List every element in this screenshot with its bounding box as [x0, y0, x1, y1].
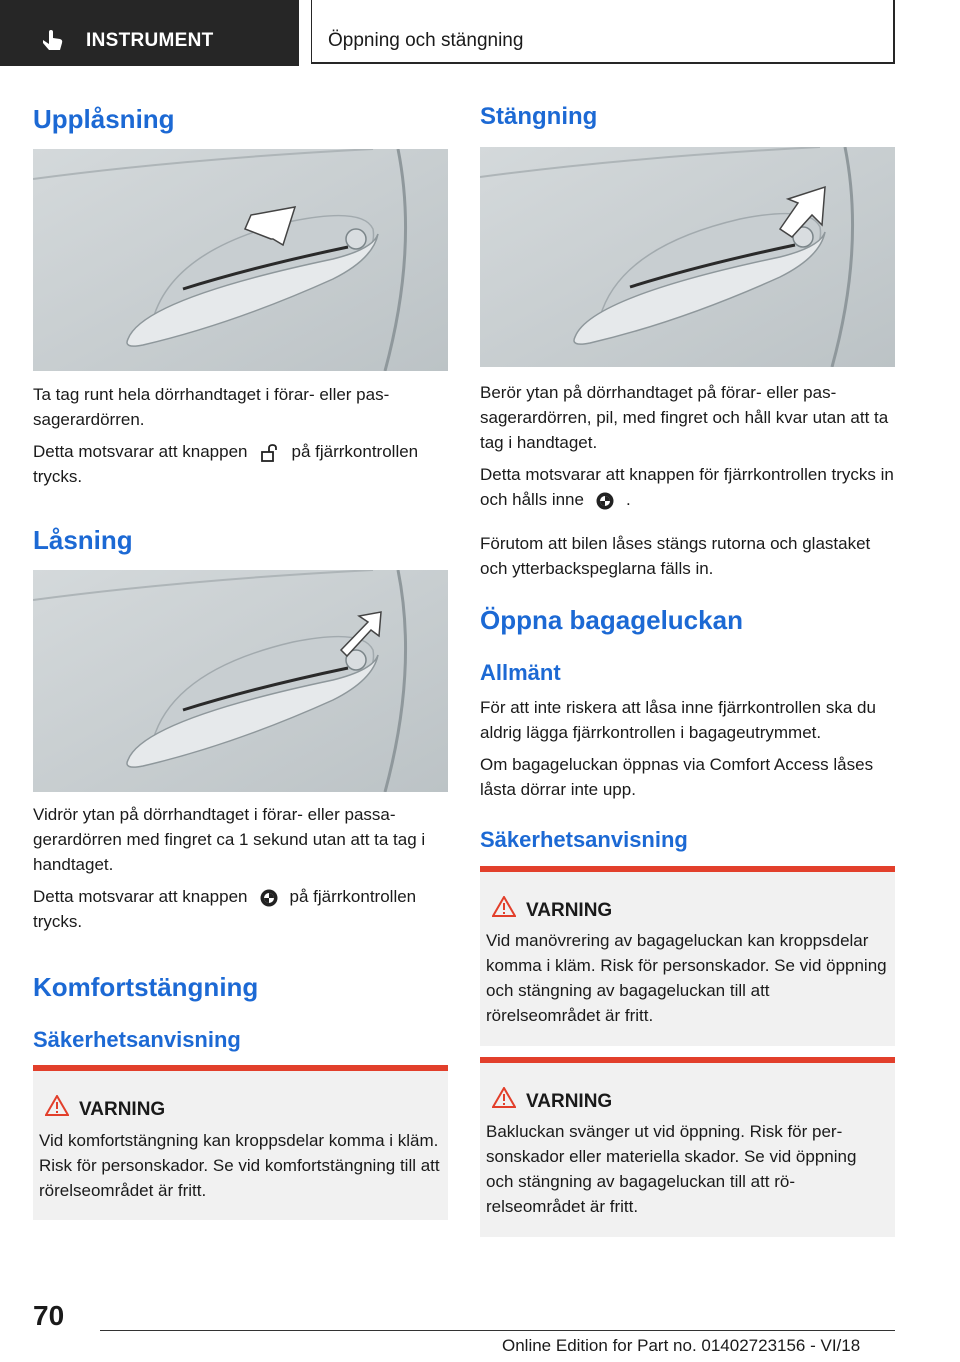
edition-footer: Online Edition for Part no. 01402723156 - VI/18 — [502, 1336, 861, 1355]
trunk-warning-2-text: Bakluckan svänger ut vid öppning. Risk för personskador eller materiella skador. Se vid öppning och stängning av bagageluckan till att rörelseområdet är fritt. — [486, 1122, 857, 1216]
footer-divider — [100, 1330, 895, 1331]
trunk-paragraph-2: Om bagageluckan öppnas via Comfort Access låses låsta dörrar inte upp. — [480, 755, 874, 799]
lock-paragraph-2 — [33, 884, 448, 934]
section-tab — [0, 0, 299, 66]
unlock-paragraph-2-end: på fjärrkontrollen trycks. — [33, 442, 419, 486]
door-handle-lock-image — [33, 570, 448, 792]
closing-paragraph-3: Förutom att bilen låses stängs rutorna och glastaket och ytterbackspeglarna fälls in. — [480, 534, 871, 578]
trunk-warning-box-2 — [480, 1057, 895, 1237]
trunk-safety-heading: Säkerhetsanvisning — [480, 827, 688, 852]
trunk-warning-1-text: Vid manövrering av bagageluckan kan kroppsdelar komma i kläm. Risk för personskador. Se vid öppning och stängning av bagageluckan till att rörelseområdet är fritt. — [486, 931, 887, 1025]
trunk-warning-box-1 — [480, 866, 895, 1046]
comfort-safety-heading: Säkerhetsanvisning — [33, 1027, 241, 1052]
closing-heading: Stängning — [480, 103, 598, 130]
comfort-warning-text: Vid komfortstängning kan kroppsdelar komma i kläm. Risk för personskador. Se vid komfortstängning till att rörelseområdet är fritt. — [39, 1131, 440, 1200]
warning-triangle-icon — [45, 1095, 69, 1116]
lock-paragraph-2-end: på fjärrkontrollen trycks. — [33, 887, 417, 931]
chapter-tab — [311, 0, 895, 64]
bmw-logo-icon — [596, 492, 614, 510]
warning-triangle-icon — [492, 896, 516, 917]
comfort-closing-heading: Komfortstängning — [33, 972, 259, 1002]
trunk-paragraph-1: För att inte riskera att låsa inne fjärrkontrollen ska du aldrig lägga fjärrkontrollen i bagageutrymmet. — [480, 698, 876, 742]
unlock-paragraph-2-start: Detta motsvarar att knappen — [33, 442, 248, 461]
section-label: INSTRUMENT — [86, 30, 214, 51]
closing-paragraph-2 — [480, 462, 895, 512]
lock-heading: Låsning — [33, 525, 133, 555]
lock-paragraph-1: Vidrör ytan på dörrhandtaget i förar- eller passagerardörren med fingret ca 1 sekund utan att ta tag i handtaget. — [33, 805, 426, 874]
trunk-warning-1-title: VARNING — [526, 900, 613, 921]
general-heading: Allmänt — [480, 660, 561, 685]
lock-paragraph-2-start: Detta motsvarar att knappen — [33, 887, 248, 906]
page-number: 70 — [33, 1300, 65, 1331]
comfort-warning-title: VARNING — [79, 1099, 166, 1120]
warning-triangle-icon — [492, 1087, 516, 1108]
bmw-logo-icon — [260, 889, 278, 907]
door-handle-unlock-image — [33, 149, 448, 371]
comfort-warning-box — [33, 1065, 448, 1220]
chapter-label: Öppning och stängning — [328, 30, 524, 51]
closing-paragraph-1: Berör ytan på dörrhandtaget på förar- eller passagerardörren, pil, med fingret och håll kvar utan att ta tag i handtaget. — [480, 383, 889, 452]
closing-paragraph-2-start: Detta motsvarar att knappen för fjärrkontrollen trycks in och hålls inne — [480, 465, 894, 509]
trunk-warning-2-title: VARNING — [526, 1091, 613, 1112]
open-trunk-heading: Öppna bagageluckan — [480, 605, 743, 635]
unlock-heading: Upplåsning — [33, 104, 175, 134]
closing-paragraph-2-end: . — [625, 490, 631, 509]
door-handle-closing-image — [480, 147, 895, 369]
unlock-paragraph-1: Ta tag runt hela dörrhandtaget i förar- eller passagerardörren. — [33, 385, 390, 429]
unlock-button-icon — [260, 444, 280, 462]
unlock-paragraph-2 — [33, 439, 448, 489]
hand-pointer-icon — [40, 28, 66, 52]
